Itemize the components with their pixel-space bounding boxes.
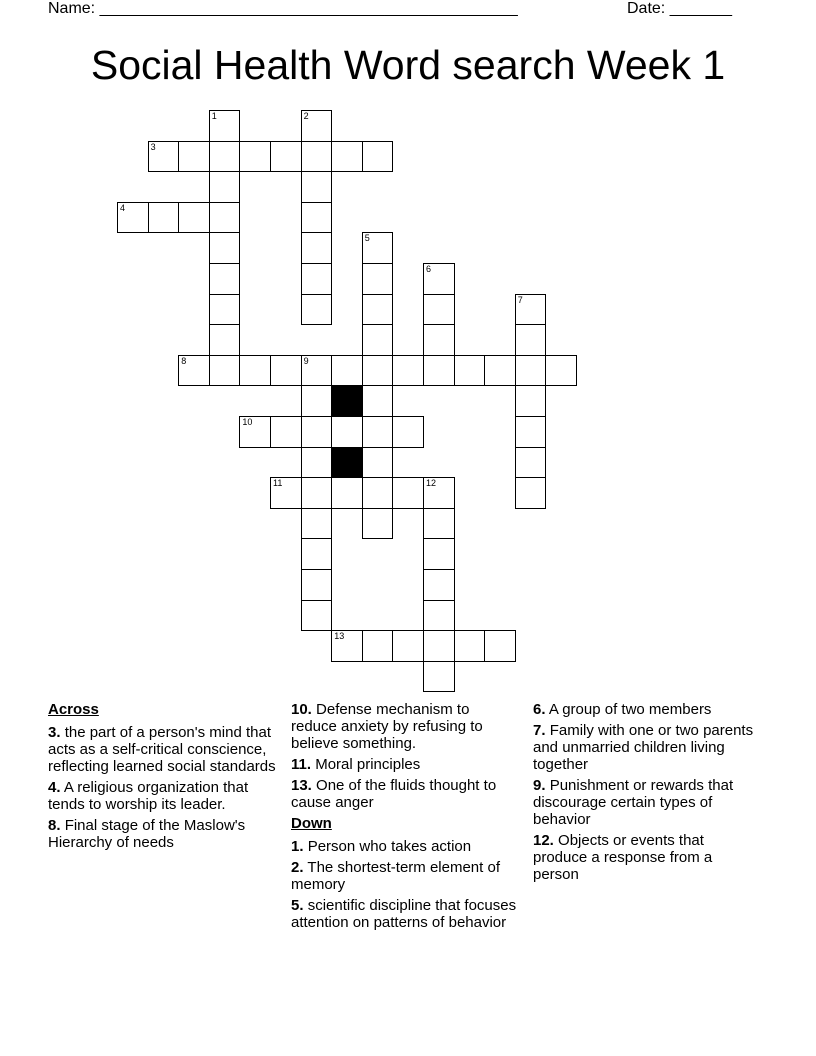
clue-text: Family with one or two parents and unmarried children living together [533, 722, 754, 773]
clue-down-2 [291, 859, 519, 893]
grid-cell[interactable] [515, 294, 547, 326]
clue-number: 8. [48, 817, 61, 834]
grid-cell[interactable] [362, 385, 394, 417]
cell-number: 1 [211, 111, 217, 121]
clue-number: 1. [291, 838, 304, 855]
grid-cell[interactable] [423, 538, 455, 570]
clue-down-7 [533, 722, 761, 773]
grid-cell[interactable] [362, 324, 394, 356]
grid-cell[interactable] [301, 538, 333, 570]
grid-cell[interactable] [545, 355, 577, 387]
grid-cell[interactable] [362, 447, 394, 479]
grid-cell[interactable] [362, 477, 394, 509]
grid-cell[interactable] [148, 141, 180, 173]
grid-block [331, 447, 363, 479]
clues-column-1 [48, 701, 276, 855]
grid-cell[interactable] [178, 202, 210, 234]
clue-down-1 [291, 838, 519, 855]
grid-cell[interactable] [301, 294, 333, 326]
grid-cell[interactable] [515, 324, 547, 356]
grid-cell[interactable] [209, 294, 241, 326]
grid-cell[interactable] [362, 232, 394, 264]
clue-across-10 [291, 701, 519, 752]
page-title: Social Health Word search Week 1 [90, 42, 726, 88]
clue-number: 7. [533, 722, 546, 739]
clue-text: Moral principles [315, 756, 421, 773]
cell-number: 3 [150, 141, 156, 152]
grid-cell[interactable] [392, 355, 424, 387]
clue-down-9 [533, 777, 761, 828]
clue-across-13 [291, 777, 519, 811]
cell-number: 13 [334, 631, 345, 642]
grid-cell[interactable] [209, 263, 241, 295]
grid-block [331, 385, 363, 417]
clues-column-2 [291, 701, 519, 935]
grid-cell[interactable] [423, 630, 455, 662]
grid-cell[interactable] [362, 416, 394, 448]
grid-cell[interactable] [209, 355, 241, 387]
grid-cell[interactable] [515, 355, 547, 387]
across-heading: Across [48, 701, 99, 718]
grid-cell[interactable] [423, 477, 455, 509]
cell-number: 2 [303, 111, 309, 121]
clue-number: 5. [291, 897, 304, 914]
grid-cell[interactable] [301, 385, 333, 417]
clue-text: the part of a person's mind that acts as a self-critical conscience, reflecting learned social standards [48, 724, 276, 775]
clue-number: 13. [291, 777, 312, 794]
cell-number: 11 [273, 478, 283, 489]
grid-cell[interactable] [209, 110, 241, 142]
clue-down-5 [291, 897, 519, 931]
grid-cell[interactable] [301, 477, 333, 509]
grid-cell[interactable] [515, 416, 547, 448]
grid-cell[interactable] [423, 263, 455, 295]
grid-cell[interactable] [362, 508, 394, 540]
clue-across-8 [48, 817, 276, 851]
grid-cell[interactable] [515, 477, 547, 509]
clue-down-12 [533, 832, 761, 883]
grid-cell[interactable] [515, 447, 547, 479]
clue-across-4 [48, 779, 276, 813]
grid-cell[interactable] [178, 141, 210, 173]
clue-number: 2. [291, 859, 304, 876]
grid-cell[interactable] [423, 508, 455, 540]
clue-text: Punishment or rewards that discourage certain types of behavior [533, 777, 734, 828]
grid-cell[interactable] [423, 355, 455, 387]
grid-cell[interactable] [392, 477, 424, 509]
clues-column-3 [533, 701, 761, 887]
clue-text: The shortest-term element of memory [291, 859, 500, 893]
grid-cell[interactable] [239, 355, 271, 387]
grid-cell[interactable] [209, 171, 241, 203]
clue-text: A group of two members [548, 701, 712, 718]
grid-cell[interactable] [301, 416, 333, 448]
grid-cell[interactable] [301, 110, 333, 142]
clue-number: 9. [533, 777, 546, 794]
clue-number: 10. [291, 701, 312, 718]
clue-across-11 [291, 756, 519, 773]
clue-text: Defense mechanism to reduce anxiety by refusing to believe something. [291, 701, 483, 752]
clue-text: Person who takes action [307, 838, 472, 855]
grid-cell[interactable] [331, 416, 363, 448]
grid-cell[interactable] [178, 355, 210, 387]
grid-cell[interactable] [239, 141, 271, 173]
clue-text: A religious organization that tends to worship its leader. [48, 779, 249, 813]
grid-cell[interactable] [301, 600, 333, 632]
clue-text: One of the fluids thought to cause anger [291, 777, 497, 811]
grid-cell[interactable] [331, 141, 363, 173]
grid-cell[interactable] [209, 141, 241, 173]
grid-cell[interactable] [301, 447, 333, 479]
grid-cell[interactable] [423, 294, 455, 326]
grid-cell[interactable] [270, 141, 302, 173]
grid-cell[interactable] [331, 630, 363, 662]
cell-number: 8 [181, 355, 187, 366]
clue-down-6 [533, 701, 761, 718]
grid-cell[interactable] [270, 355, 302, 387]
cell-number: 6 [426, 264, 432, 274]
clue-text: Objects or events that produce a response from a person [533, 832, 713, 883]
clue-number: 11. [291, 756, 312, 773]
cell-number: 4 [120, 202, 126, 213]
clue-number: 12. [533, 832, 554, 849]
grid-cell[interactable] [362, 355, 394, 387]
clue-text: Final stage of the Maslow's Hierarchy of needs [48, 817, 246, 851]
grid-cell[interactable] [301, 141, 333, 173]
cell-number: 7 [517, 294, 523, 305]
grid-cell[interactable] [301, 263, 333, 295]
grid-cell[interactable] [148, 202, 180, 234]
grid-cell[interactable] [454, 630, 486, 662]
clue-number: 4. [48, 779, 61, 796]
grid-cell[interactable] [270, 477, 302, 509]
grid-cell[interactable] [484, 355, 516, 387]
grid-cell[interactable] [209, 232, 241, 264]
grid-cell[interactable] [301, 569, 333, 601]
grid-cell[interactable] [209, 324, 241, 356]
grid-cell[interactable] [301, 171, 333, 203]
clue-across-3 [48, 724, 276, 775]
name-line: Name: _______________________________________________ [48, 0, 518, 17]
cell-number: 9 [303, 355, 309, 366]
grid-cell[interactable] [423, 661, 455, 693]
cell-number: 12 [426, 478, 437, 489]
clue-text: scientific discipline that focuses attention on patterns of behavior [291, 897, 517, 931]
clue-number: 6. [533, 701, 546, 718]
grid-cell[interactable] [301, 355, 333, 387]
grid-cell[interactable] [270, 416, 302, 448]
grid-cell[interactable] [301, 508, 333, 540]
grid-cell[interactable] [392, 416, 424, 448]
date-line: Date: _______ [627, 0, 732, 17]
grid-cell[interactable] [423, 600, 455, 632]
grid-cell[interactable] [515, 385, 547, 417]
clue-number: 3. [48, 724, 61, 741]
grid-cell[interactable] [331, 355, 363, 387]
grid-cell[interactable] [362, 141, 394, 173]
grid-cell[interactable] [484, 630, 516, 662]
grid-cell[interactable] [392, 630, 424, 662]
cell-number: 5 [364, 233, 370, 244]
grid-cell[interactable] [362, 294, 394, 326]
grid-cell[interactable] [301, 232, 333, 264]
grid-cell[interactable] [362, 630, 394, 662]
grid-cell[interactable] [362, 263, 394, 295]
grid-cell[interactable] [423, 324, 455, 356]
grid-cell[interactable] [117, 202, 149, 234]
grid-cell[interactable] [331, 477, 363, 509]
grid-cell[interactable] [423, 569, 455, 601]
grid-cell[interactable] [454, 355, 486, 387]
down-heading: Down [291, 815, 332, 832]
grid-cell[interactable] [239, 416, 271, 448]
cell-number: 10 [242, 417, 253, 427]
grid-cell[interactable] [301, 202, 333, 234]
grid-cell[interactable] [209, 202, 241, 234]
